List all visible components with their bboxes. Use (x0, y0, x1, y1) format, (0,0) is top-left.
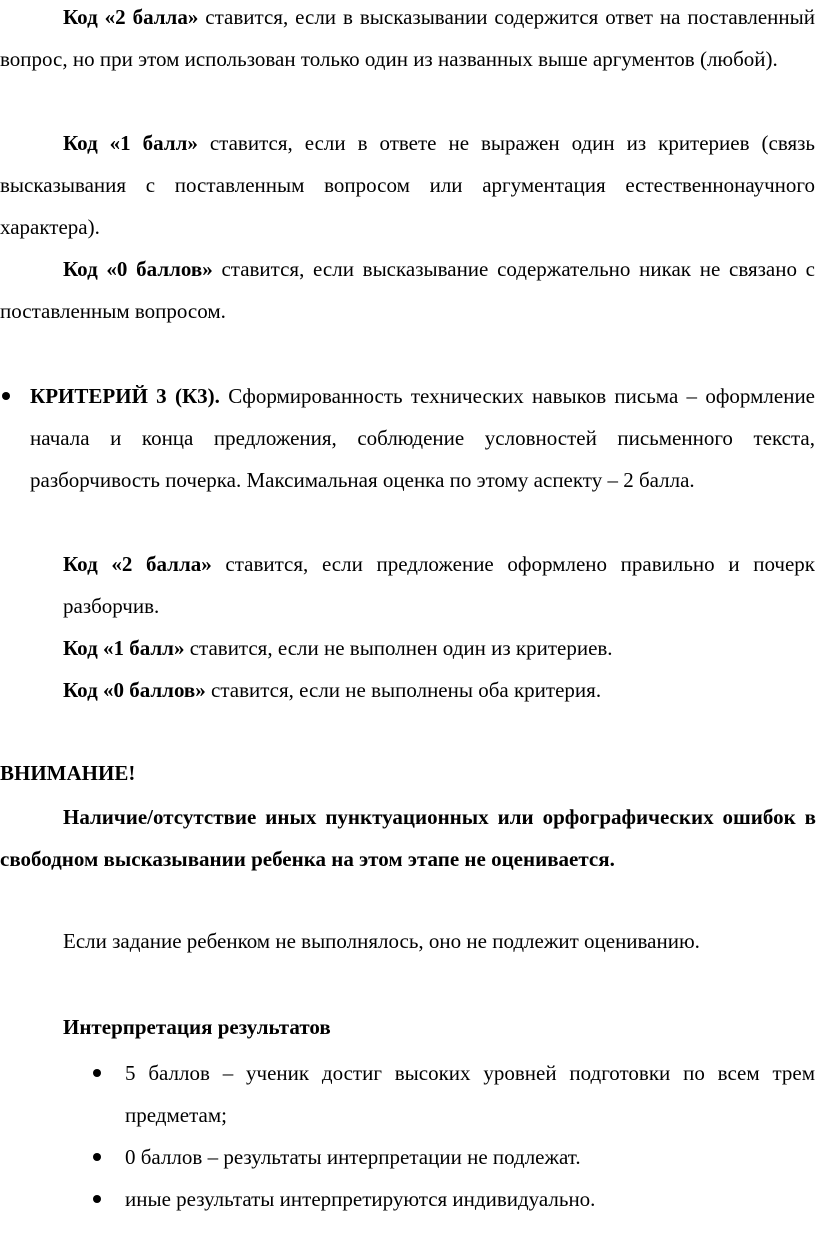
code-2-text: ставится, если в высказывании содержится ответ на поставленный вопрос, но при этом использован только один из названных выше аргументов (любой). (0, 5, 815, 71)
code-0-text: ставится, если высказывание содержательно никак не связано с поставленным вопросом. (0, 257, 816, 323)
bullet-icon (93, 1153, 101, 1161)
code-1-text: ставится, если в ответе не выражен один из критериев (связь высказывания с поставленным вопросом или аргументация естественнонаучного характера). (0, 131, 815, 239)
bullet-icon (93, 1069, 101, 1077)
interpretation-heading: Интерпретация результатов (63, 1015, 331, 1039)
criterion-3-code-2-label: Код «2 балла» (63, 552, 212, 576)
attention-text: Наличие/отсутствие иных пунктуационных или орфографических ошибок в свободном высказывании ребенка на этом этапе не оценивается. (0, 805, 816, 871)
code-0-label: Код «0 баллов» (63, 257, 213, 281)
bullet-icon (2, 392, 10, 400)
criterion-3-text: Сформированность технических навыков письма – оформление начала и конца предложения, соблюдение условностей письменного текста, разборчивость почерка. Максимальная оценка по этому аспекту – 2 балла. (30, 384, 815, 492)
interpretation-item: иные результаты интерпретируются индивидуально. (125, 1187, 596, 1211)
criterion-3-code-1-text: ставится, если не выполнен один из критериев. (184, 636, 613, 660)
note-text: Если задание ребенком не выполнялось, оно не подлежит оцениванию. (63, 929, 700, 953)
code-2-paragraph (0, 0, 815, 80)
criterion-3-code-2-text: ставится, если предложение оформлено правильно и почерк разборчив. (63, 552, 815, 618)
code-2-label: Код «2 балла» (63, 5, 199, 29)
bullet-icon (93, 1195, 101, 1203)
criterion-3-code-0-text: ставится, если не выполнены оба критерия. (205, 678, 602, 702)
code-1-paragraph (0, 122, 815, 248)
criterion-3-code-0-label: Код «0 баллов» (63, 678, 206, 702)
code-1-label: Код «1 балл» (63, 131, 198, 155)
criterion-3-code-2-paragraph (63, 543, 815, 627)
criterion-3-code-0-paragraph (63, 669, 815, 711)
criterion-3-code-1-label: Код «1 балл» (63, 636, 185, 660)
interpretation-item: 5 баллов – ученик достиг высоких уровней подготовки по всем трем предметам; (125, 1061, 815, 1127)
criterion-3-code-1-paragraph (63, 627, 815, 669)
criterion-3-label: КРИТЕРИЙ 3 (К3). (30, 384, 220, 408)
criterion-3-paragraph (30, 375, 815, 501)
attention-heading: ВНИМАНИЕ! (0, 761, 136, 785)
interpretation-item: 0 баллов – результаты интерпретации не подлежат. (125, 1145, 581, 1169)
code-0-paragraph (0, 248, 815, 332)
